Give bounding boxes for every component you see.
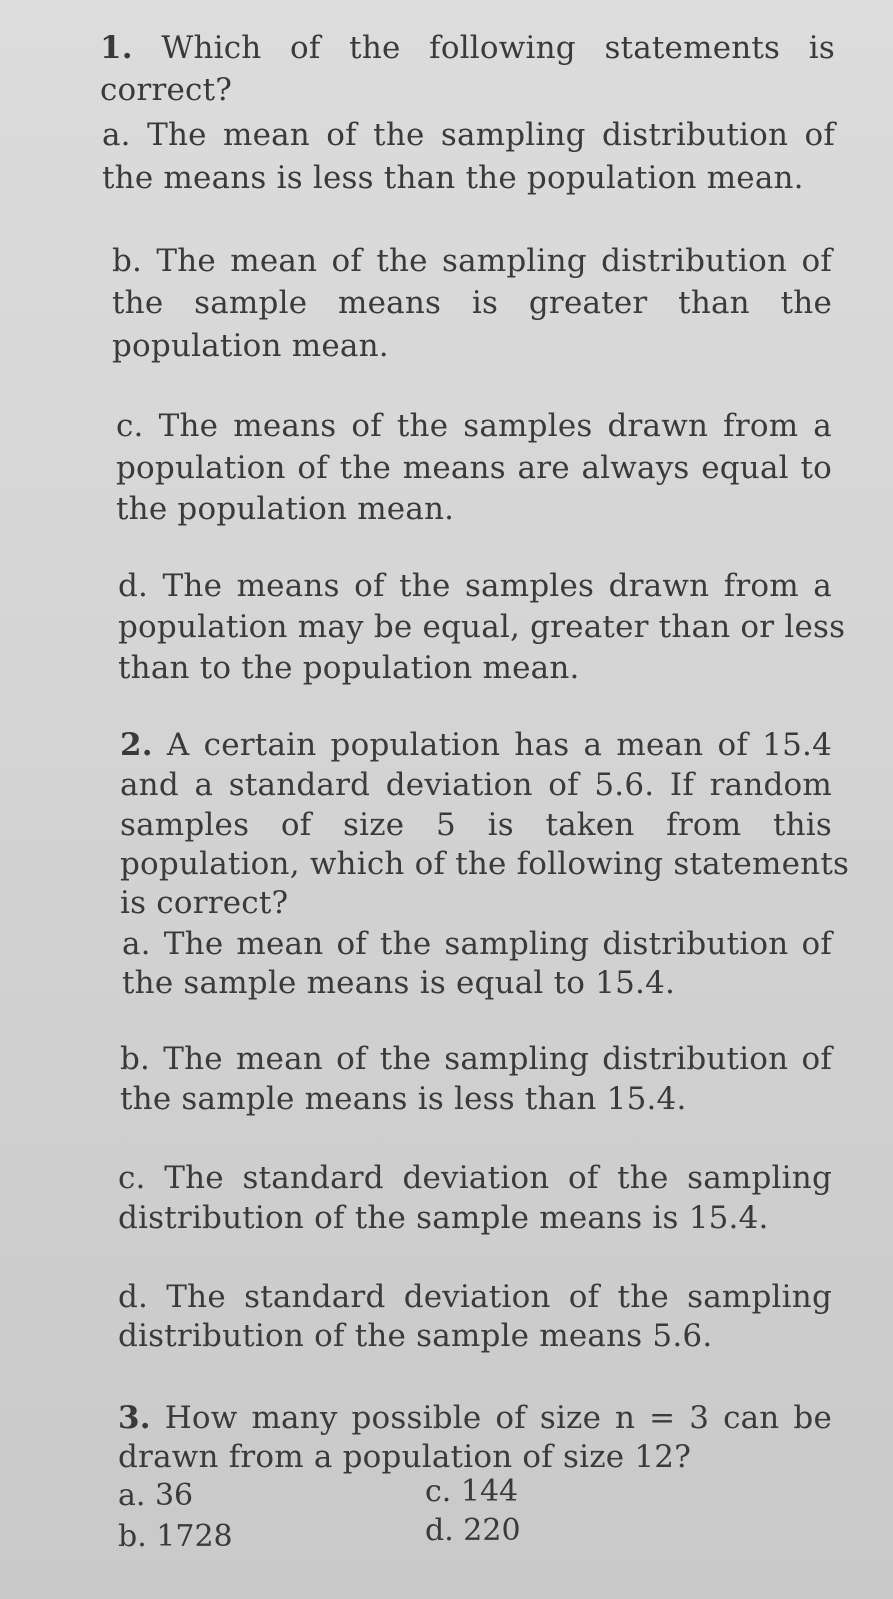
q3-number: 3. <box>118 1400 151 1436</box>
q2-option-c-line-2: distribution of the sample means is 15.4. <box>118 1200 769 1236</box>
q1-option-b-line-3: population mean. <box>112 328 389 364</box>
q1-option-c-line-2: population of the means are always equal to <box>116 450 832 486</box>
q2-stem-line-2: and a standard deviation of 5.6. If random <box>120 767 832 803</box>
q2-option-d-line-1: d. The standard deviation of the sampling <box>118 1279 832 1315</box>
q2-option-a-line-2: the sample means is equal to 15.4. <box>122 965 676 1001</box>
q2-option-b-line-1: b. The mean of the sampling distribution of <box>120 1041 832 1077</box>
q2-option-b-line-2: the sample means is less than 15.4. <box>120 1081 687 1117</box>
q3-stem-line-2: drawn from a population of size 12? <box>118 1439 692 1475</box>
q2-option-c-line-1: c. The standard deviation of the sampling <box>118 1160 832 1196</box>
q1-option-c-line-1: c. The means of the samples drawn from a <box>116 408 832 444</box>
q2-option-d-line-2: distribution of the sample means 5.6. <box>118 1318 713 1354</box>
q1-stem-text: Which of the following statements is <box>161 30 835 66</box>
q3-option-a: a. 36 <box>118 1478 194 1513</box>
q1-option-c-line-3: the population mean. <box>116 491 455 527</box>
q2-stem-line-3: samples of size 5 is taken from this <box>120 807 832 843</box>
q1-option-d-line-2: population may be equal, greater than or less <box>118 609 846 645</box>
q1-option-a-line-2: the means is less than the population mean. <box>102 160 804 196</box>
q3-option-b: b. 1728 <box>118 1519 233 1554</box>
q3-option-c: c. 144 <box>425 1474 519 1509</box>
q2-stem-line-1 <box>120 727 832 763</box>
q1-option-d-line-1: d. The means of the samples drawn from a <box>118 568 832 604</box>
q1-stem-line-1 <box>100 30 835 66</box>
q1-number: 1. <box>100 30 133 66</box>
q2-number: 2. <box>120 727 153 763</box>
q1-stem-line-2: correct? <box>100 72 233 108</box>
q3-option-d: d. 220 <box>425 1513 521 1548</box>
q2-stem-text: A certain population has a mean of 15.4 <box>166 727 832 763</box>
q1-option-b-line-1: b. The mean of the sampling distribution of <box>112 243 832 279</box>
q1-option-a-line-1: a. The mean of the sampling distribution of <box>102 117 835 153</box>
q2-stem-line-5: is correct? <box>120 885 289 921</box>
q2-option-a-line-1: a. The mean of the sampling distribution of <box>122 926 832 962</box>
q3-stem-text: How many possible of size n = 3 can be <box>164 1400 832 1436</box>
q2-stem-line-4: population, which of the following statements <box>120 846 850 882</box>
q1-option-d-line-3: than to the population mean. <box>118 650 580 686</box>
q3-stem-line-1 <box>118 1400 832 1436</box>
q1-option-b-line-2: the sample means is greater than the <box>112 285 832 321</box>
